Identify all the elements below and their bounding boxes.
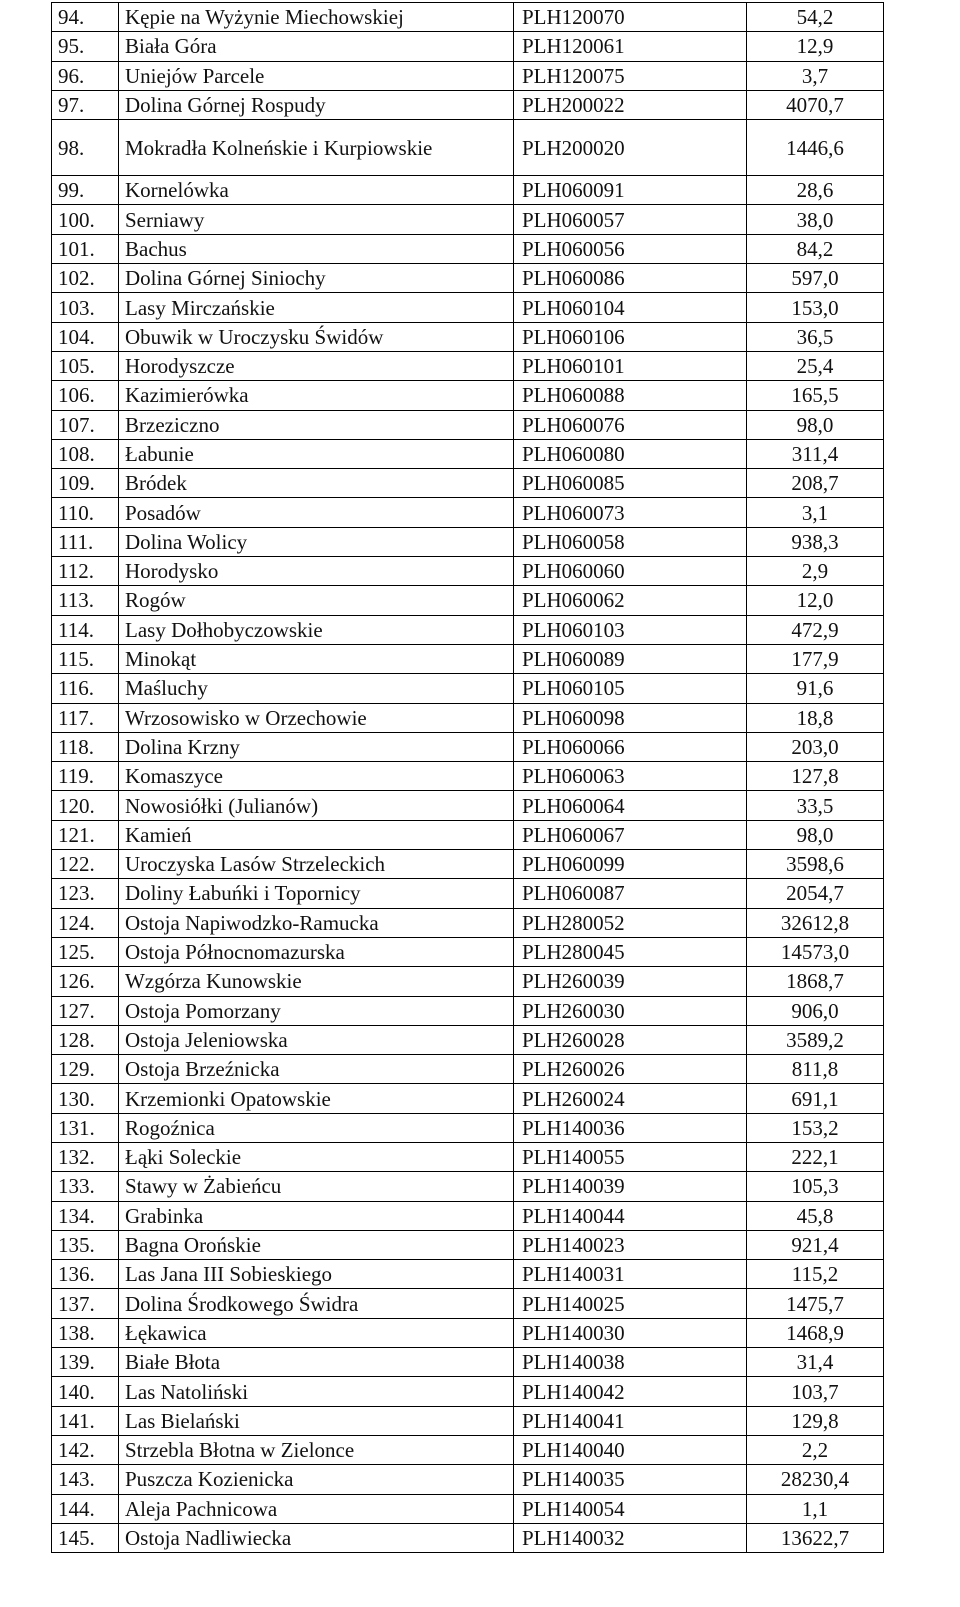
row-number: 107.: [52, 410, 119, 439]
site-area: 3,1: [747, 498, 884, 527]
row-number: 104.: [52, 322, 119, 351]
table-row: [52, 762, 884, 791]
table-row: [52, 1172, 884, 1201]
site-code: PLH260024: [514, 1084, 747, 1113]
sites-table: [51, 2, 884, 1553]
row-number: 130.: [52, 1084, 119, 1113]
row-number: 115.: [52, 644, 119, 673]
site-name: Obuwik w Uroczysku Świdów: [119, 322, 514, 351]
row-number: 101.: [52, 234, 119, 263]
site-code: PLH060064: [514, 791, 747, 820]
site-area: 691,1: [747, 1084, 884, 1113]
row-number: 120.: [52, 791, 119, 820]
site-name: Ostoja Północnomazurska: [119, 937, 514, 966]
site-area: 98,0: [747, 410, 884, 439]
row-number: 116.: [52, 674, 119, 703]
table-row: [52, 439, 884, 468]
row-number: 100.: [52, 205, 119, 234]
site-area: 921,4: [747, 1230, 884, 1259]
site-area: 472,9: [747, 615, 884, 644]
site-name: Komaszyce: [119, 762, 514, 791]
site-name: Kępie na Wyżynie Miechowskiej: [119, 3, 514, 32]
table-row: [52, 1289, 884, 1318]
table-row: [52, 1318, 884, 1347]
site-code: PLH060067: [514, 820, 747, 849]
site-code: PLH140031: [514, 1260, 747, 1289]
site-code: PLH060106: [514, 322, 747, 351]
table-row: [52, 1084, 884, 1113]
row-number: 119.: [52, 762, 119, 791]
row-number: 109.: [52, 469, 119, 498]
row-number: 117.: [52, 703, 119, 732]
site-name: Horodysko: [119, 557, 514, 586]
table-row: [52, 967, 884, 996]
row-number: 106.: [52, 381, 119, 410]
row-number: 113.: [52, 586, 119, 615]
site-name: Biała Góra: [119, 32, 514, 61]
table-row: [52, 586, 884, 615]
site-name: Aleja Pachnicowa: [119, 1494, 514, 1523]
site-area: 3,7: [747, 61, 884, 90]
site-code: PLH120061: [514, 32, 747, 61]
site-code: PLH260026: [514, 1055, 747, 1084]
site-code: PLH060063: [514, 762, 747, 791]
site-name: Las Jana III Sobieskiego: [119, 1260, 514, 1289]
table-row: [52, 205, 884, 234]
table-row: [52, 176, 884, 205]
table-row: [52, 644, 884, 673]
site-code: PLH140042: [514, 1377, 747, 1406]
site-code: PLH060101: [514, 351, 747, 380]
site-area: 1475,7: [747, 1289, 884, 1318]
site-name: Ostoja Nadliwiecka: [119, 1523, 514, 1552]
table-row: [52, 732, 884, 761]
site-code: PLH060105: [514, 674, 747, 703]
site-name: Bachus: [119, 234, 514, 263]
row-number: 103.: [52, 293, 119, 322]
site-name: Ostoja Brzeźnicka: [119, 1055, 514, 1084]
table-row: [52, 3, 884, 32]
site-name: Dolina Wolicy: [119, 527, 514, 556]
site-code: PLH060060: [514, 557, 747, 586]
site-area: 91,6: [747, 674, 884, 703]
site-code: PLH060057: [514, 205, 747, 234]
site-name: Kornelówka: [119, 176, 514, 205]
table-row: [52, 850, 884, 879]
site-area: 1868,7: [747, 967, 884, 996]
row-number: 111.: [52, 527, 119, 556]
row-number: 133.: [52, 1172, 119, 1201]
site-name: Wrzosowisko w Orzechowie: [119, 703, 514, 732]
row-number: 139.: [52, 1348, 119, 1377]
site-area: 28230,4: [747, 1465, 884, 1494]
table-row: [52, 264, 884, 293]
site-code: PLH140044: [514, 1201, 747, 1230]
row-number: 112.: [52, 557, 119, 586]
site-name: Serniawy: [119, 205, 514, 234]
site-name: Dolina Górnej Siniochy: [119, 264, 514, 293]
row-number: 145.: [52, 1523, 119, 1552]
row-number: 135.: [52, 1230, 119, 1259]
table-row: [52, 90, 884, 119]
site-name: Strzebla Błotna w Zielonce: [119, 1435, 514, 1464]
row-number: 141.: [52, 1406, 119, 1435]
table-row: [52, 1377, 884, 1406]
site-area: 32612,8: [747, 908, 884, 937]
site-code: PLH200022: [514, 90, 747, 119]
site-area: 54,2: [747, 3, 884, 32]
site-name: Minokąt: [119, 644, 514, 673]
site-name: Dolina Środkowego Świdra: [119, 1289, 514, 1318]
site-code: PLH120070: [514, 3, 747, 32]
site-name: Puszcza Kozienicka: [119, 1465, 514, 1494]
site-area: 3598,6: [747, 850, 884, 879]
row-number: 131.: [52, 1113, 119, 1142]
site-code: PLH140039: [514, 1172, 747, 1201]
site-name: Kamień: [119, 820, 514, 849]
site-area: 2054,7: [747, 879, 884, 908]
site-code: PLH060091: [514, 176, 747, 205]
site-name: Stawy w Żabieńcu: [119, 1172, 514, 1201]
site-name: Wzgórza Kunowskie: [119, 967, 514, 996]
table-row: [52, 615, 884, 644]
site-area: 129,8: [747, 1406, 884, 1435]
site-code: PLH060087: [514, 879, 747, 908]
site-code: PLH060085: [514, 469, 747, 498]
site-area: 3589,2: [747, 1025, 884, 1054]
row-number: 110.: [52, 498, 119, 527]
site-area: 14573,0: [747, 937, 884, 966]
site-code: PLH280052: [514, 908, 747, 937]
table-row: [52, 293, 884, 322]
site-name: Łękawica: [119, 1318, 514, 1347]
site-name: Mokradła Kolneńskie i Kurpiowskie: [119, 120, 514, 176]
site-name: Horodyszcze: [119, 351, 514, 380]
site-area: 153,2: [747, 1113, 884, 1142]
sites-table-body: [52, 3, 884, 1553]
site-area: 1,1: [747, 1494, 884, 1523]
site-code: PLH260030: [514, 996, 747, 1025]
site-code: PLH140055: [514, 1142, 747, 1171]
site-area: 153,0: [747, 293, 884, 322]
site-area: 28,6: [747, 176, 884, 205]
site-area: 36,5: [747, 322, 884, 351]
site-code: PLH260039: [514, 967, 747, 996]
site-code: PLH140054: [514, 1494, 747, 1523]
site-code: PLH060089: [514, 644, 747, 673]
site-area: 1446,6: [747, 120, 884, 176]
site-area: 165,5: [747, 381, 884, 410]
table-row: [52, 1406, 884, 1435]
row-number: 96.: [52, 61, 119, 90]
row-number: 142.: [52, 1435, 119, 1464]
site-area: 203,0: [747, 732, 884, 761]
site-code: PLH060080: [514, 439, 747, 468]
site-code: PLH140040: [514, 1435, 747, 1464]
row-number: 143.: [52, 1465, 119, 1494]
site-name: Krzemionki Opatowskie: [119, 1084, 514, 1113]
row-number: 98.: [52, 120, 119, 176]
table-row: [52, 234, 884, 263]
site-code: PLH260028: [514, 1025, 747, 1054]
table-row: [52, 1055, 884, 1084]
site-name: Doliny Łabuńki i Topornicy: [119, 879, 514, 908]
site-area: 222,1: [747, 1142, 884, 1171]
table-row: [52, 61, 884, 90]
site-name: Posadów: [119, 498, 514, 527]
site-name: Rogoźnica: [119, 1113, 514, 1142]
site-area: 25,4: [747, 351, 884, 380]
table-row: [52, 908, 884, 937]
site-area: 208,7: [747, 469, 884, 498]
table-row: [52, 1465, 884, 1494]
site-code: PLH060086: [514, 264, 747, 293]
site-area: 2,9: [747, 557, 884, 586]
row-number: 123.: [52, 879, 119, 908]
site-code: PLH060103: [514, 615, 747, 644]
site-name: Kazimierówka: [119, 381, 514, 410]
table-row: [52, 703, 884, 732]
table-row: [52, 674, 884, 703]
site-code: PLH140035: [514, 1465, 747, 1494]
site-name: Las Natoliński: [119, 1377, 514, 1406]
site-name: Rogów: [119, 586, 514, 615]
row-number: 95.: [52, 32, 119, 61]
site-area: 38,0: [747, 205, 884, 234]
site-code: PLH060099: [514, 850, 747, 879]
site-name: Dolina Krzny: [119, 732, 514, 761]
site-name: Dolina Górnej Rospudy: [119, 90, 514, 119]
site-area: 103,7: [747, 1377, 884, 1406]
site-name: Uroczyska Lasów Strzeleckich: [119, 850, 514, 879]
table-row: [52, 381, 884, 410]
site-area: 33,5: [747, 791, 884, 820]
table-row: [52, 1435, 884, 1464]
table-row: [52, 996, 884, 1025]
site-code: PLH060058: [514, 527, 747, 556]
site-area: 18,8: [747, 703, 884, 732]
site-area: 597,0: [747, 264, 884, 293]
row-number: 129.: [52, 1055, 119, 1084]
site-code: PLH140038: [514, 1348, 747, 1377]
site-code: PLH060076: [514, 410, 747, 439]
site-area: 177,9: [747, 644, 884, 673]
site-area: 84,2: [747, 234, 884, 263]
table-row: [52, 351, 884, 380]
site-name: Łabunie: [119, 439, 514, 468]
table-row: [52, 1142, 884, 1171]
site-code: PLH060062: [514, 586, 747, 615]
site-code: PLH140030: [514, 1318, 747, 1347]
site-area: 4070,7: [747, 90, 884, 119]
site-code: PLH120075: [514, 61, 747, 90]
row-number: 118.: [52, 732, 119, 761]
site-area: 31,4: [747, 1348, 884, 1377]
table-row: [52, 879, 884, 908]
row-number: 127.: [52, 996, 119, 1025]
site-name: Uniejów Parcele: [119, 61, 514, 90]
table-row: [52, 1523, 884, 1552]
row-number: 108.: [52, 439, 119, 468]
site-code: PLH060066: [514, 732, 747, 761]
site-code: PLH060104: [514, 293, 747, 322]
row-number: 125.: [52, 937, 119, 966]
site-name: Grabinka: [119, 1201, 514, 1230]
site-name: Bródek: [119, 469, 514, 498]
table-row: [52, 322, 884, 351]
table-row: [52, 1201, 884, 1230]
site-code: PLH060073: [514, 498, 747, 527]
row-number: 128.: [52, 1025, 119, 1054]
site-name: Lasy Dołhobyczowskie: [119, 615, 514, 644]
site-name: Nowosiółki (Julianów): [119, 791, 514, 820]
site-area: 811,8: [747, 1055, 884, 1084]
row-number: 126.: [52, 967, 119, 996]
site-code: PLH140032: [514, 1523, 747, 1552]
site-area: 1468,9: [747, 1318, 884, 1347]
site-code: PLH140036: [514, 1113, 747, 1142]
row-number: 140.: [52, 1377, 119, 1406]
site-area: 12,9: [747, 32, 884, 61]
row-number: 138.: [52, 1318, 119, 1347]
site-name: Ostoja Jeleniowska: [119, 1025, 514, 1054]
site-code: PLH060056: [514, 234, 747, 263]
row-number: 134.: [52, 1201, 119, 1230]
site-area: 13622,7: [747, 1523, 884, 1552]
site-name: Białe Błota: [119, 1348, 514, 1377]
site-code: PLH280045: [514, 937, 747, 966]
table-row: [52, 120, 884, 176]
site-area: 311,4: [747, 439, 884, 468]
row-number: 99.: [52, 176, 119, 205]
site-name: Ostoja Pomorzany: [119, 996, 514, 1025]
row-number: 94.: [52, 3, 119, 32]
site-area: 45,8: [747, 1201, 884, 1230]
row-number: 102.: [52, 264, 119, 293]
table-row: [52, 1494, 884, 1523]
site-area: 906,0: [747, 996, 884, 1025]
table-row: [52, 1230, 884, 1259]
table-row: [52, 791, 884, 820]
row-number: 132.: [52, 1142, 119, 1171]
row-number: 121.: [52, 820, 119, 849]
site-code: PLH200020: [514, 120, 747, 176]
site-name: Maśluchy: [119, 674, 514, 703]
site-code: PLH060098: [514, 703, 747, 732]
row-number: 137.: [52, 1289, 119, 1318]
table-row: [52, 527, 884, 556]
site-area: 127,8: [747, 762, 884, 791]
site-name: Lasy Mirczańskie: [119, 293, 514, 322]
table-row: [52, 1348, 884, 1377]
site-name: Las Bielański: [119, 1406, 514, 1435]
table-row: [52, 32, 884, 61]
site-area: 2,2: [747, 1435, 884, 1464]
table-row: [52, 410, 884, 439]
site-name: Ostoja Napiwodzko-Ramucka: [119, 908, 514, 937]
row-number: 124.: [52, 908, 119, 937]
row-number: 114.: [52, 615, 119, 644]
site-area: 115,2: [747, 1260, 884, 1289]
site-name: Bagna Orońskie: [119, 1230, 514, 1259]
site-code: PLH140025: [514, 1289, 747, 1318]
row-number: 105.: [52, 351, 119, 380]
table-row: [52, 469, 884, 498]
site-code: PLH140023: [514, 1230, 747, 1259]
row-number: 122.: [52, 850, 119, 879]
site-area: 98,0: [747, 820, 884, 849]
table-row: [52, 1025, 884, 1054]
table-row: [52, 937, 884, 966]
site-area: 105,3: [747, 1172, 884, 1201]
site-area: 938,3: [747, 527, 884, 556]
table-row: [52, 1113, 884, 1142]
site-area: 12,0: [747, 586, 884, 615]
site-name: Brzeziczno: [119, 410, 514, 439]
table-row: [52, 557, 884, 586]
site-code: PLH060088: [514, 381, 747, 410]
row-number: 97.: [52, 90, 119, 119]
site-code: PLH140041: [514, 1406, 747, 1435]
table-row: [52, 498, 884, 527]
row-number: 144.: [52, 1494, 119, 1523]
row-number: 136.: [52, 1260, 119, 1289]
site-name: Łąki Soleckie: [119, 1142, 514, 1171]
table-row: [52, 1260, 884, 1289]
table-row: [52, 820, 884, 849]
